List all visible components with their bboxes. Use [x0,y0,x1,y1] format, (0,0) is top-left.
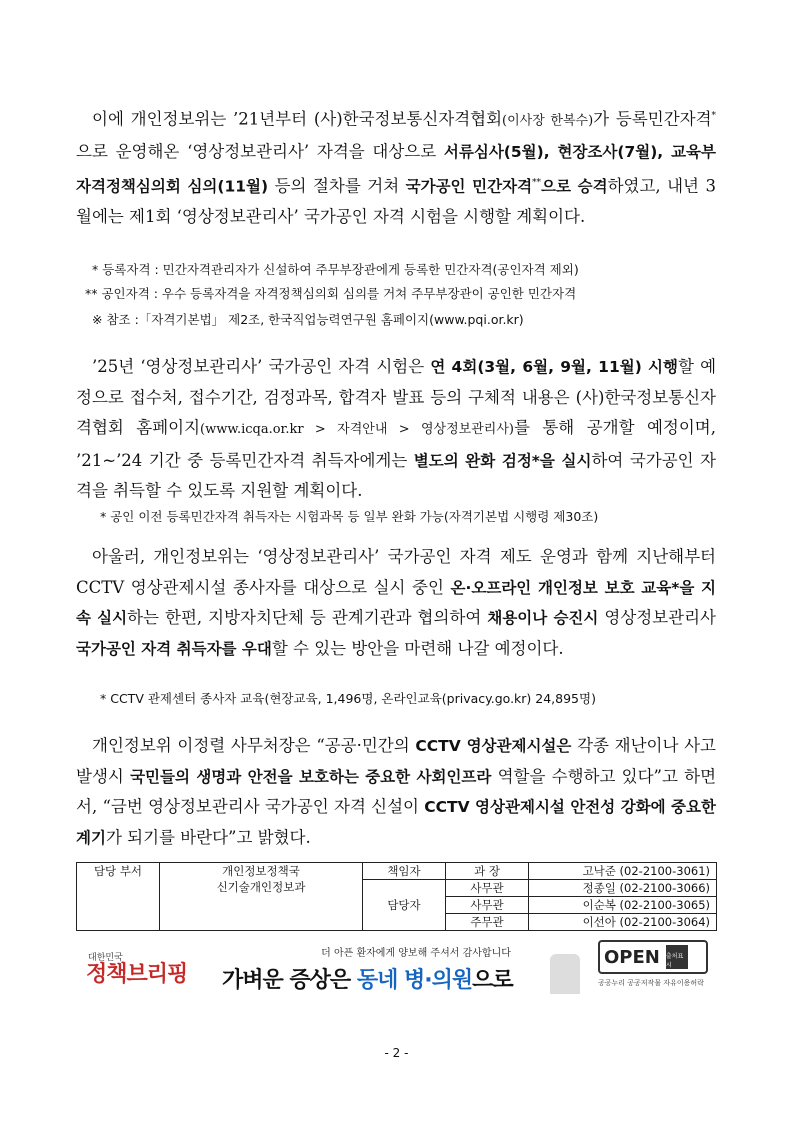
attribution-icon: 출처표시 [666,945,688,969]
dept-name: 개인정보정책국 신기술개인정보과 [160,863,363,931]
contact-table [76,862,717,931]
open-license-badge[interactable]: OPEN 출처표시 공공누리 공공저작물 자유이용허락 [598,940,708,1000]
contact-person: 고낙준 (02-2100-3061) [529,863,717,880]
ad-banner[interactable]: 더 아픈 환자에게 양보해 주셔서 감사합니다 가벼운 증상은 동네 병·의원으로 [222,940,580,1000]
footnote: * 공인 이전 등록민간자격 취득자는 시험과목 등 일부 완화 가능(자격기본법 시행령 제30조) [100,509,599,524]
footnote: * 등록자격 : 민간자격관리자가 신설하여 주무부장관에게 등록한 민간자격(공인자격 제외) [92,262,579,277]
contact-person: 정종일 (02-2100-3066) [529,880,717,897]
paragraph-1: 이에 개인정보위는 ’21년부터 (사)한국정보통신자격협회(이사장 한복수)가 등록민간자격*으로 운영해온 ‘영상정보관리사’ 자격을 대상으로 서류심사(5월), 현장조사(7월), 교육부 자격정책심의회 심의(11월) 등의 절차를 거쳐 국가공인 민간자격**으로 승격하였고, 내년 3월에는 제1회 ‘영상정보관리사’ 국가공인 자격 시험을 시행할 계획이다. [76,109,717,226]
dept-label: 담당 부서 [77,863,160,931]
policy-briefing-logo[interactable]: 대한민국 정책브리핑 [86,953,188,987]
head-label: 책임자 [363,863,446,880]
contact-person: 이순복 (02-2100-3065) [529,897,717,914]
contact-title: 사무관 [446,897,529,914]
contact-title: 과 장 [446,863,529,880]
footnote: * CCTV 관제센터 종사자 교육(현장교육, 1,496명, 온라인교육(privacy.go.kr) 24,895명) [100,691,596,706]
staff-label: 담당자 [363,880,446,931]
page-number: - 2 - [384,1046,409,1060]
footnote: ** 공인자격 : 우수 등록자격을 자격정책심의회 심의를 거쳐 주무부장관이 공인한 민간자격 [85,286,577,301]
paragraph-4: 개인정보위 이정렬 사무처장은 “공공·민간의 CCTV 영상관제시설은 각종 재난이나 사고 발생시 국민들의 생명과 안전을 보호하는 중요한 사회인프라 역할을 수행하고 있다”고 하면서, “금번 영상정보관리사 국가공인 자격 신설이 CCTV 영상관제시설 안전성 강화에 중요한 계기가 되기를 바란다”고 밝혔다. [76,736,717,847]
contact-title: 사무관 [446,880,529,897]
contact-title: 주무관 [446,914,529,931]
ad-illustration [550,954,580,994]
paragraph-3: 아울러, 개인정보위는 ‘영상정보관리사’ 국가공인 자격 제도 운영과 함께 지난해부터 CCTV 영상관제시설 종사자를 대상으로 실시 중인 온·오프라인 개인정보 보호 교육*을 지속 실시하는 한편, 지방자치단체 등 관계기관과 협의하여 채용이나 승진시 영상정보관리사 국가공인 자격 취득자를 우대할 수 있는 방안을 마련해 나갈 예정이다. [76,547,716,658]
contact-person: 이선아 (02-2100-3064) [529,914,717,931]
footnote: ※ 참조 :「자격기본법」 제2조, 한국직업능력연구원 홈페이지(www.pqi.or.kr) [92,312,524,327]
paragraph-2: ’25년 ‘영상정보관리사’ 국가공인 자격 시험은 연 4회(3월, 6월, 9월, 11월) 시행할 예정으로 접수처, 접수기간, 검정과목, 합격자 발표 등의 구체적 내용은 (사)한국정보통신자격협회 홈페이지(www.icqa.or.kr > 자격안내 > 영상정보관리사)를 통해 공개할 예정이며, ’21~’24 기간 중 등록민간자격 취득자에게는 별도의 완화 검정*을 실시하여 국가공인 자격을 취득할 수 있도록 지원할 계획이다. [76,357,717,500]
